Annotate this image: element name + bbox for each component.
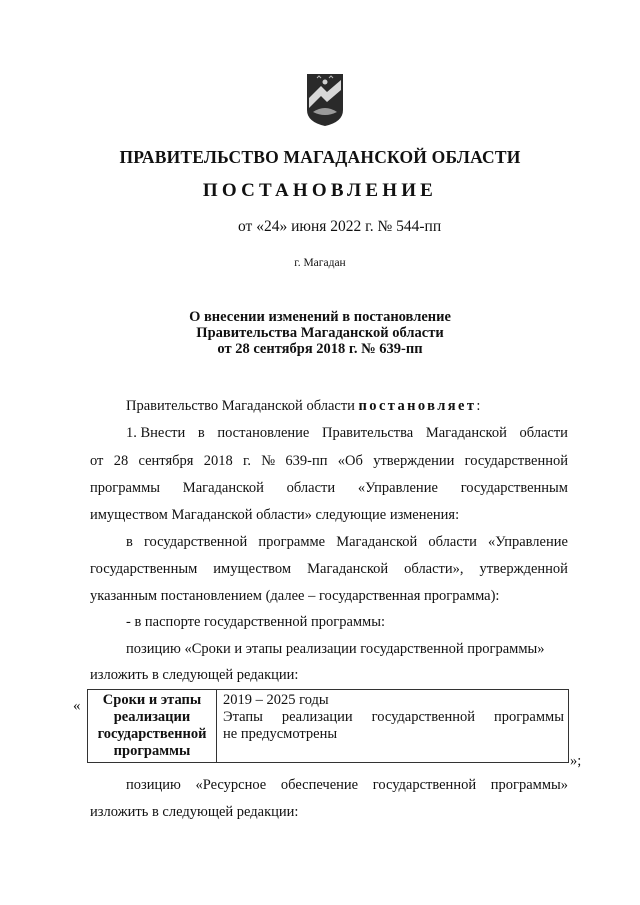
years-text: 2019 – 2025 годы (223, 692, 329, 708)
word: государственной (464, 453, 568, 469)
word: г. (243, 453, 251, 469)
item3: - в паспорте государственной программы: (126, 614, 386, 630)
word: Магаданской (182, 480, 264, 496)
word: 1. Внести (126, 425, 186, 441)
word: «Об (337, 453, 363, 469)
label-line: программы (113, 743, 191, 759)
subject-line: О внесении изменений в постановление (189, 309, 451, 325)
word: государственной (143, 534, 248, 550)
word: «Ресурсное (195, 777, 267, 793)
document-city: г. Магадан (294, 257, 346, 269)
word: «Управление (487, 534, 568, 550)
word: государственным (90, 561, 198, 577)
word: 28 (113, 453, 129, 469)
opening-quote: « (73, 698, 81, 714)
item1-line2 (90, 453, 568, 470)
word: утверждении (373, 453, 455, 469)
label-line: реализации (113, 709, 191, 725)
word: утвержденной (479, 561, 568, 577)
document-type: ПОСТАНОВЛЕНИЕ (202, 180, 438, 201)
word: Магаданской (307, 561, 389, 577)
subject-line: от 28 сентября 2018 г. № 639-пп (217, 341, 423, 357)
word: обеспечение (280, 777, 359, 793)
item4-line1: позицию «Сроки и этапы реализации государственной программы» (126, 641, 545, 657)
word: 639-пп (285, 453, 328, 469)
item5-line1 (126, 777, 568, 794)
word: сентября (138, 453, 194, 469)
label-line: Сроки и этапы (102, 692, 202, 708)
passport-position-table (87, 689, 569, 763)
word: программе (258, 534, 326, 550)
word: № (261, 453, 276, 469)
item1-line3 (90, 480, 568, 497)
word: области (286, 480, 336, 496)
item4-line2: изложить в следующей редакции: (90, 667, 299, 683)
closing-quote: »; (570, 753, 582, 769)
government-title: ПРАВИТЕЛЬСТВО МАГАДАНСКОЙ ОБЛАСТИ (119, 147, 521, 167)
document-date-number: от «24» июня 2022 г. № 544-пп (238, 218, 442, 235)
word: Правительства (321, 425, 414, 441)
item1-line1 (126, 425, 568, 442)
coat-of-arms-icon (305, 72, 345, 128)
word: в (197, 425, 205, 441)
position-label-cell (88, 690, 217, 763)
stages-text: не предусмотрены (223, 726, 338, 742)
word: области (519, 425, 568, 441)
preamble (126, 398, 480, 415)
item2-line3: указанным постановлением (далее – государственная программа): (90, 588, 500, 604)
label-line: государственной (97, 726, 207, 742)
word: программы (90, 480, 160, 496)
item1-line4: имуществом Магаданской области» следующие изменения: (90, 507, 460, 523)
item2-line1 (126, 534, 568, 551)
document-subject (0, 309, 640, 357)
table-row (88, 690, 569, 763)
preamble-verb: постановляет (358, 398, 477, 414)
word: программы (493, 709, 564, 725)
position-value-cell (217, 690, 569, 763)
word: позицию (126, 777, 181, 793)
word: области», (404, 561, 464, 577)
word: от (90, 453, 104, 469)
word: Магаданской (336, 534, 418, 550)
word: государственным (460, 480, 568, 496)
word: Магаданской (425, 425, 507, 441)
preamble-lead: Правительство Магаданской области (126, 398, 355, 414)
word: программы» (490, 777, 568, 793)
word: постановление (217, 425, 310, 441)
word: в (126, 534, 133, 550)
subject-line: Правительства Магаданской области (196, 325, 444, 341)
word: «Управление (357, 480, 438, 496)
word: 2018 (203, 453, 233, 469)
item2-line2 (90, 561, 568, 578)
item5-line2: изложить в следующей редакции: (90, 804, 299, 820)
preamble-colon: : (476, 398, 481, 414)
word: области (428, 534, 477, 550)
word: государственной (372, 777, 477, 793)
stages-line (223, 709, 564, 726)
word: реализации (281, 709, 353, 725)
word: государственной (371, 709, 475, 725)
word: Этапы (223, 709, 263, 725)
word: имуществом (213, 561, 292, 577)
